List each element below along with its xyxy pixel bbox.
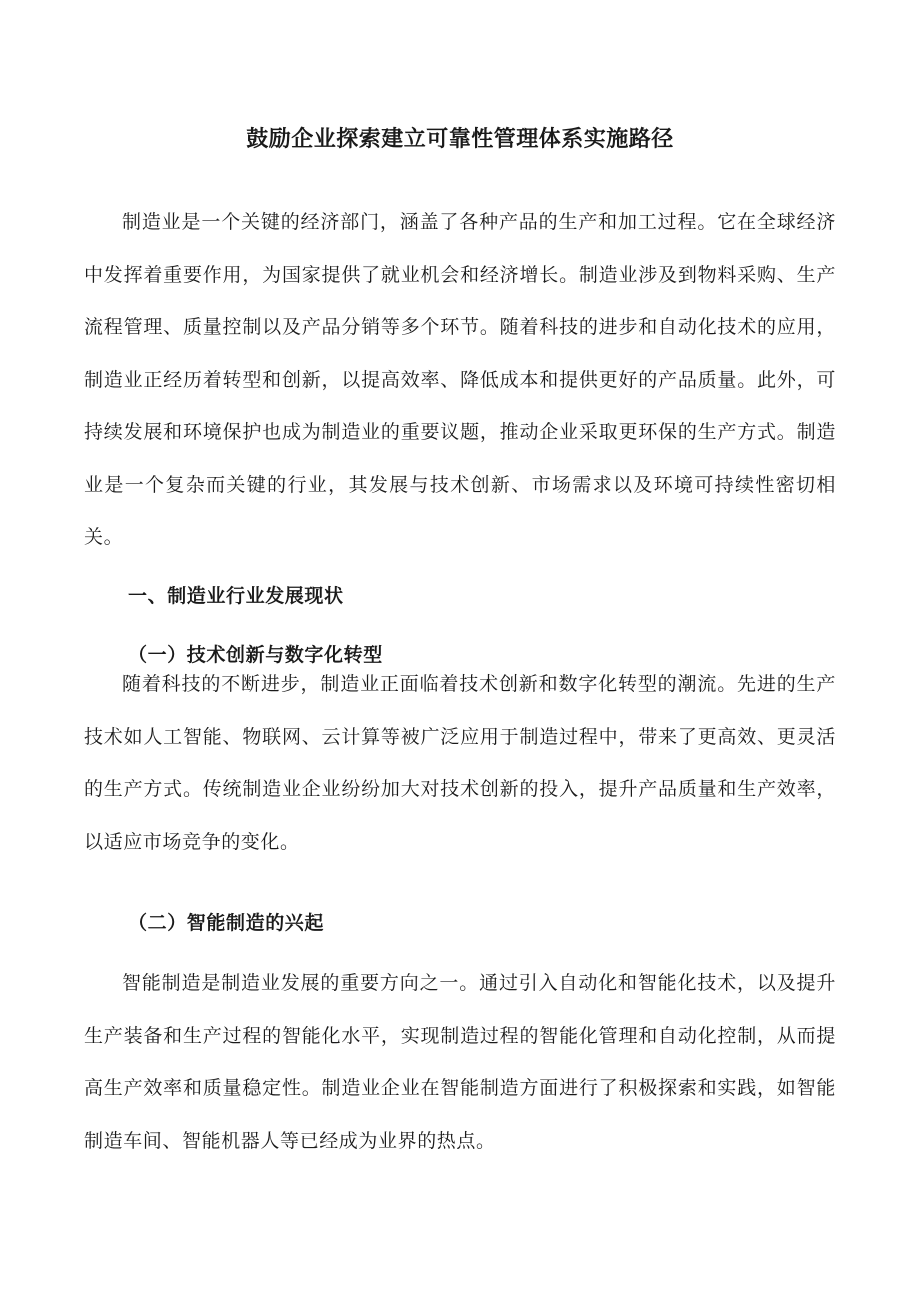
subsection-1-paragraph: 随着科技的不断进步，制造业正面临着技术创新和数字化转型的潮流。先进的生产技术如人工智能、物联网、云计算等被广泛应用于制造过程中，带来了更高效、更灵活的生产方式。传统制造业企业纷纷加大对技术创新的投入，提升产品质量和生产效率，以适应市场竞争的变化。 [84,673,836,853]
subsection-2-paragraph: 智能制造是制造业发展的重要方向之一。通过引入自动化和智能化技术，以及提升生产装备和生产过程的智能化水平，实现制造过程的智能化管理和自动化控制，从而提高生产效率和质量稳定性。制造业企业在智能制造方面进行了积极探索和实践，如智能制造车间、智能机器人等已经成为业界的热点。 [84,972,836,1152]
intro-paragraph: 制造业是一个关键的经济部门，涵盖了各种产品的生产和加工过程。它在全球经济中发挥着重要作用，为国家提供了就业机会和经济增长。制造业涉及到物料采购、生产流程管理、质量控制以及产品分销等多个环节。随着科技的进步和自动化技术的应用，制造业正经历着转型和创新，以提高效率、降低成本和提供更好的产品质量。此外，可持续发展和环境保护也成为制造业的重要议题，推动企业采取更环保的生产方式。制造业是一个复杂而关键的行业，其发展与技术创新、市场需求以及环境可持续性密切相关。 [84,211,836,548]
document-title: 鼓励企业探索建立可靠性管理体系实施路径 [246,127,674,152]
subsection-heading-1: （一）技术创新与数字化转型 [128,644,383,666]
subsection-heading-2: （二）智能制造的兴起 [128,912,325,934]
section-heading-1: 一、制造业行业发展现状 [128,585,344,607]
